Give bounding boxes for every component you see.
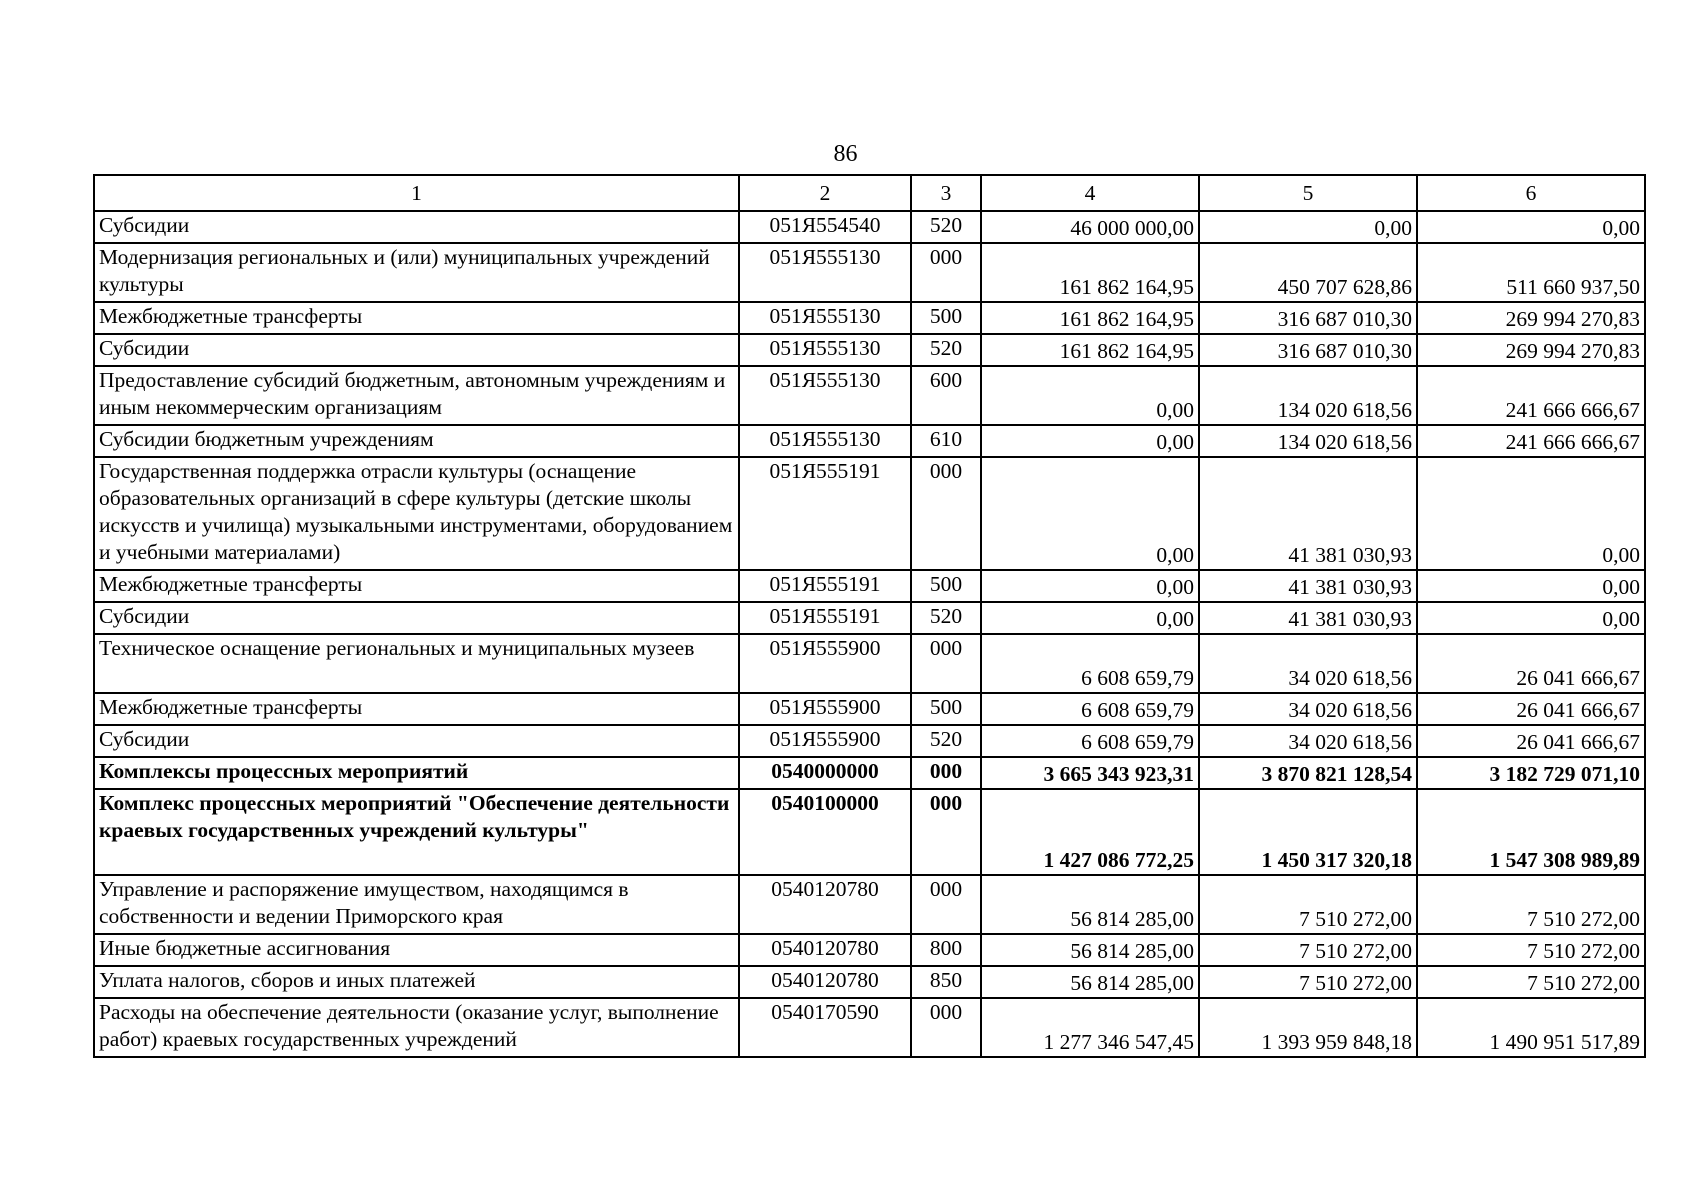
row-code: 051Я555900 xyxy=(739,634,911,693)
row-type: 500 xyxy=(911,302,981,334)
column-header-5: 5 xyxy=(1199,175,1417,211)
row-name: Комплекс процессных мероприятий "Обеспечение деятельности краевых государственных учреждений культуры" xyxy=(94,789,739,875)
table-row xyxy=(94,457,1645,570)
row-value-4: 161 862 164,95 xyxy=(981,302,1199,334)
row-value-6: 26 041 666,67 xyxy=(1417,634,1645,693)
row-name: Расходы на обеспечение деятельности (оказание услуг, выполнение работ) краевых государственных учреждений xyxy=(94,998,739,1057)
row-code: 0540170590 xyxy=(739,998,911,1057)
row-value-5: 134 020 618,56 xyxy=(1199,425,1417,457)
row-code: 0540120780 xyxy=(739,934,911,966)
table-row xyxy=(94,602,1645,634)
row-code: 051Я555130 xyxy=(739,366,911,425)
table-row xyxy=(94,211,1645,243)
row-type: 500 xyxy=(911,693,981,725)
row-value-6: 3 182 729 071,10 xyxy=(1417,757,1645,789)
row-value-5: 450 707 628,86 xyxy=(1199,243,1417,302)
table-row xyxy=(94,693,1645,725)
table-row xyxy=(94,934,1645,966)
row-value-5: 134 020 618,56 xyxy=(1199,366,1417,425)
row-value-4: 6 608 659,79 xyxy=(981,693,1199,725)
table-row xyxy=(94,243,1645,302)
row-value-4: 0,00 xyxy=(981,602,1199,634)
row-name: Межбюджетные трансферты xyxy=(94,570,739,602)
row-name: Межбюджетные трансферты xyxy=(94,693,739,725)
row-value-5: 7 510 272,00 xyxy=(1199,934,1417,966)
row-value-6: 1 490 951 517,89 xyxy=(1417,998,1645,1057)
row-name: Иные бюджетные ассигнования xyxy=(94,934,739,966)
row-value-5: 41 381 030,93 xyxy=(1199,457,1417,570)
row-value-5: 41 381 030,93 xyxy=(1199,570,1417,602)
table-row xyxy=(94,875,1645,934)
row-code: 051Я554540 xyxy=(739,211,911,243)
row-code: 051Я555130 xyxy=(739,334,911,366)
row-value-5: 316 687 010,30 xyxy=(1199,334,1417,366)
row-value-4: 3 665 343 923,31 xyxy=(981,757,1199,789)
row-name: Субсидии бюджетным учреждениям xyxy=(94,425,739,457)
row-value-4: 6 608 659,79 xyxy=(981,634,1199,693)
row-value-4: 46 000 000,00 xyxy=(981,211,1199,243)
row-type: 520 xyxy=(911,725,981,757)
row-name: Техническое оснащение региональных и муниципальных музеев xyxy=(94,634,739,693)
row-value-5: 34 020 618,56 xyxy=(1199,693,1417,725)
row-value-4: 6 608 659,79 xyxy=(981,725,1199,757)
row-value-5: 1 450 317 320,18 xyxy=(1199,789,1417,875)
row-type: 800 xyxy=(911,934,981,966)
row-code: 0540100000 xyxy=(739,789,911,875)
row-value-4: 0,00 xyxy=(981,570,1199,602)
row-value-5: 41 381 030,93 xyxy=(1199,602,1417,634)
row-value-5: 3 870 821 128,54 xyxy=(1199,757,1417,789)
row-value-6: 269 994 270,83 xyxy=(1417,334,1645,366)
row-type: 500 xyxy=(911,570,981,602)
row-value-5: 1 393 959 848,18 xyxy=(1199,998,1417,1057)
row-value-5: 34 020 618,56 xyxy=(1199,634,1417,693)
column-header-1: 1 xyxy=(94,175,739,211)
row-value-6: 0,00 xyxy=(1417,570,1645,602)
row-name: Субсидии xyxy=(94,211,739,243)
row-type: 610 xyxy=(911,425,981,457)
table-row xyxy=(94,634,1645,693)
row-type: 520 xyxy=(911,211,981,243)
row-value-6: 7 510 272,00 xyxy=(1417,934,1645,966)
row-value-5: 7 510 272,00 xyxy=(1199,966,1417,998)
row-code: 0540000000 xyxy=(739,757,911,789)
row-value-6: 7 510 272,00 xyxy=(1417,875,1645,934)
row-value-4: 1 277 346 547,45 xyxy=(981,998,1199,1057)
row-name: Управление и распоряжение имуществом, находящимся в собственности и ведении Приморского края xyxy=(94,875,739,934)
row-type: 000 xyxy=(911,243,981,302)
row-name: Субсидии xyxy=(94,725,739,757)
row-value-4: 161 862 164,95 xyxy=(981,243,1199,302)
row-code: 051Я555130 xyxy=(739,425,911,457)
row-name: Государственная поддержка отрасли культуры (оснащение образовательных организаций в сфере культуры (детские школы искусств и училища) музыкальными инструментами, оборудованием и учебными материалами) xyxy=(94,457,739,570)
row-value-4: 56 814 285,00 xyxy=(981,966,1199,998)
row-value-4: 0,00 xyxy=(981,457,1199,570)
table-row xyxy=(94,966,1645,998)
table-row xyxy=(94,302,1645,334)
table-header-row xyxy=(94,175,1645,211)
row-value-4: 1 427 086 772,25 xyxy=(981,789,1199,875)
row-type: 000 xyxy=(911,789,981,875)
row-code: 0540120780 xyxy=(739,966,911,998)
row-type: 000 xyxy=(911,634,981,693)
table-body xyxy=(94,211,1645,1057)
row-value-4: 161 862 164,95 xyxy=(981,334,1199,366)
row-code: 051Я555130 xyxy=(739,302,911,334)
row-value-6: 241 666 666,67 xyxy=(1417,425,1645,457)
row-type: 000 xyxy=(911,875,981,934)
row-value-4: 56 814 285,00 xyxy=(981,934,1199,966)
row-value-6: 1 547 308 989,89 xyxy=(1417,789,1645,875)
row-type: 520 xyxy=(911,602,981,634)
row-value-4: 0,00 xyxy=(981,366,1199,425)
row-name: Модернизация региональных и (или) муниципальных учреждений культуры xyxy=(94,243,739,302)
row-name: Субсидии xyxy=(94,602,739,634)
row-code: 0540120780 xyxy=(739,875,911,934)
row-value-6: 0,00 xyxy=(1417,211,1645,243)
table-row xyxy=(94,725,1645,757)
row-code: 051Я555900 xyxy=(739,725,911,757)
page-number: 86 xyxy=(833,141,858,167)
row-code: 051Я555191 xyxy=(739,457,911,570)
row-type: 000 xyxy=(911,457,981,570)
column-header-3: 3 xyxy=(911,175,981,211)
row-code: 051Я555191 xyxy=(739,570,911,602)
row-value-6: 26 041 666,67 xyxy=(1417,693,1645,725)
table-row xyxy=(94,425,1645,457)
row-name: Комплексы процессных мероприятий xyxy=(94,757,739,789)
row-value-4: 56 814 285,00 xyxy=(981,875,1199,934)
row-value-5: 316 687 010,30 xyxy=(1199,302,1417,334)
row-value-6: 0,00 xyxy=(1417,602,1645,634)
row-value-6: 511 660 937,50 xyxy=(1417,243,1645,302)
budget-table xyxy=(93,174,1646,1058)
row-value-5: 34 020 618,56 xyxy=(1199,725,1417,757)
table-row xyxy=(94,334,1645,366)
row-value-6: 0,00 xyxy=(1417,457,1645,570)
row-type: 000 xyxy=(911,998,981,1057)
row-type: 000 xyxy=(911,757,981,789)
row-name: Предоставление субсидий бюджетным, автономным учреждениям и иным некоммерческим организациям xyxy=(94,366,739,425)
row-type: 600 xyxy=(911,366,981,425)
row-type: 850 xyxy=(911,966,981,998)
row-name: Уплата налогов, сборов и иных платежей xyxy=(94,966,739,998)
row-code: 051Я555191 xyxy=(739,602,911,634)
column-header-2: 2 xyxy=(739,175,911,211)
row-value-5: 0,00 xyxy=(1199,211,1417,243)
row-name: Межбюджетные трансферты xyxy=(94,302,739,334)
row-value-6: 26 041 666,67 xyxy=(1417,725,1645,757)
table-row xyxy=(94,789,1645,875)
row-value-4: 0,00 xyxy=(981,425,1199,457)
table-row xyxy=(94,570,1645,602)
table-row xyxy=(94,757,1645,789)
column-header-6: 6 xyxy=(1417,175,1645,211)
row-code: 051Я555130 xyxy=(739,243,911,302)
row-value-6: 269 994 270,83 xyxy=(1417,302,1645,334)
row-code: 051Я555900 xyxy=(739,693,911,725)
row-type: 520 xyxy=(911,334,981,366)
table-row xyxy=(94,366,1645,425)
column-header-4: 4 xyxy=(981,175,1199,211)
table-row xyxy=(94,998,1645,1057)
row-value-6: 7 510 272,00 xyxy=(1417,966,1645,998)
row-name: Субсидии xyxy=(94,334,739,366)
row-value-6: 241 666 666,67 xyxy=(1417,366,1645,425)
row-value-5: 7 510 272,00 xyxy=(1199,875,1417,934)
